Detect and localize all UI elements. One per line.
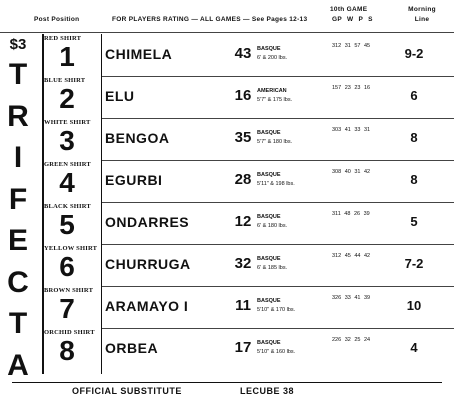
morning-line: 5 xyxy=(410,214,418,229)
line-heading: Line xyxy=(414,16,430,23)
morning-line: 6 xyxy=(410,88,418,103)
trifecta-letter: A xyxy=(7,348,29,382)
trifecta-letter: F xyxy=(8,182,28,216)
top-rule xyxy=(0,32,454,33)
shirt-color: RED SHIRT xyxy=(44,35,82,42)
game-heading: 10th GAME xyxy=(330,6,368,13)
entry-row xyxy=(40,328,454,370)
footer xyxy=(0,384,454,400)
player-rating: 32 xyxy=(234,255,252,272)
shirt-color: BROWN SHIRT xyxy=(44,287,94,294)
trifecta-letter: I xyxy=(13,141,23,174)
height-weight: 6' & 200 lbs. xyxy=(257,55,288,61)
shirt-color: WHITE SHIRT xyxy=(44,119,91,126)
height-weight: 6' & 185 lbs. xyxy=(257,265,288,271)
entry-row xyxy=(40,76,454,118)
nationality: BASQUE xyxy=(257,298,281,304)
player-rating: 11 xyxy=(235,297,251,314)
trifecta-letter: C xyxy=(7,265,29,299)
player-name: ELU xyxy=(105,88,135,104)
height-weight: 5'11" & 198 lbs. xyxy=(257,181,295,187)
trifecta-letter: T xyxy=(8,307,28,340)
player-name: ONDARRES xyxy=(105,214,190,230)
entry-row xyxy=(40,202,454,244)
nationality: BASQUE xyxy=(257,46,281,52)
player-name: EGURBI xyxy=(105,172,163,188)
trifecta-letter: T xyxy=(8,58,28,91)
shirt-color: ORCHID SHIRT xyxy=(44,329,95,336)
player-rating: 35 xyxy=(234,129,252,146)
substitute-value: LECUBE 38 xyxy=(240,386,295,396)
entry-row xyxy=(40,118,454,160)
height-weight: 5'7" & 180 lbs. xyxy=(257,139,293,145)
morning-line: 9-2 xyxy=(404,46,424,61)
morning-line: 4 xyxy=(410,340,418,355)
game-stats: 312 45 44 42 xyxy=(332,253,371,259)
player-name: CHIMELA xyxy=(105,46,173,62)
shirt-color: BLACK SHIRT xyxy=(44,203,91,210)
entry-row xyxy=(40,34,454,76)
player-name: ORBEA xyxy=(105,340,159,356)
player-rating: 17 xyxy=(234,339,252,356)
player-name: BENGOA xyxy=(105,130,170,146)
player-rating: 43 xyxy=(234,45,252,62)
morning-line: 8 xyxy=(410,172,418,187)
post-number: 2 xyxy=(59,83,75,114)
nationality: BASQUE xyxy=(257,256,281,262)
morning-heading: Morning xyxy=(408,6,436,13)
nationality: BASQUE xyxy=(257,130,281,136)
shirt-color: GREEN SHIRT xyxy=(44,161,91,168)
player-rating: 16 xyxy=(234,87,252,104)
height-weight: 5'7" & 175 lbs. xyxy=(257,97,293,103)
trifecta-letter: R xyxy=(7,99,29,133)
post-number: 3 xyxy=(59,125,75,156)
game-stats: 157 23 23 16 xyxy=(332,85,371,91)
post-number: 6 xyxy=(59,251,75,282)
morning-line: 7-2 xyxy=(404,256,424,271)
player-rating: 28 xyxy=(234,171,252,188)
shirt-color: YELLOW SHIRT xyxy=(44,245,98,252)
post-number: 5 xyxy=(59,209,75,240)
height-weight: 6' & 180 lbs. xyxy=(257,223,288,229)
nationality: AMERICAN xyxy=(257,88,287,94)
trifecta-letter: E xyxy=(7,224,28,257)
entry-row xyxy=(40,286,454,328)
post-position-heading: Post Position xyxy=(34,16,80,23)
shirt-color: BLUE SHIRT xyxy=(44,77,86,84)
post-number: 1 xyxy=(59,41,75,72)
nationality: BASQUE xyxy=(257,172,281,178)
footer-rule xyxy=(12,382,442,383)
post-number: 8 xyxy=(59,335,75,366)
game-stats: 226 32 25 24 xyxy=(332,337,371,343)
post-number: 4 xyxy=(59,167,75,198)
game-stats: 311 48 26 39 xyxy=(332,211,370,217)
entry-row xyxy=(40,244,454,286)
height-weight: 5'10" & 170 lbs. xyxy=(257,307,296,313)
game-stats: 303 41 33 31 xyxy=(332,127,371,133)
morning-line: 10 xyxy=(406,298,422,313)
stats-heading: GP W P S xyxy=(332,16,373,23)
rating-note: FOR PLAYERS RATING — ALL GAMES — See Pages 12-13 xyxy=(112,16,308,23)
substitute-label: OFFICIAL SUBSTITUTE xyxy=(72,386,182,396)
bet-price: $3 xyxy=(9,36,27,53)
nationality: BASQUE xyxy=(257,340,281,346)
nationality: BASQUE xyxy=(257,214,281,220)
player-rating: 12 xyxy=(234,213,252,230)
player-name: CHURRUGA xyxy=(105,256,191,272)
entry-row xyxy=(40,160,454,202)
game-stats: 308 40 31 42 xyxy=(332,169,371,175)
game-stats: 326 33 41 39 xyxy=(332,295,371,301)
player-name: ARAMAYO I xyxy=(105,298,189,314)
height-weight: 5'10" & 160 lbs. xyxy=(257,349,296,355)
header xyxy=(0,0,454,30)
morning-line: 8 xyxy=(410,130,418,145)
game-stats: 312 31 57 45 xyxy=(332,43,371,49)
post-number: 7 xyxy=(59,293,75,324)
